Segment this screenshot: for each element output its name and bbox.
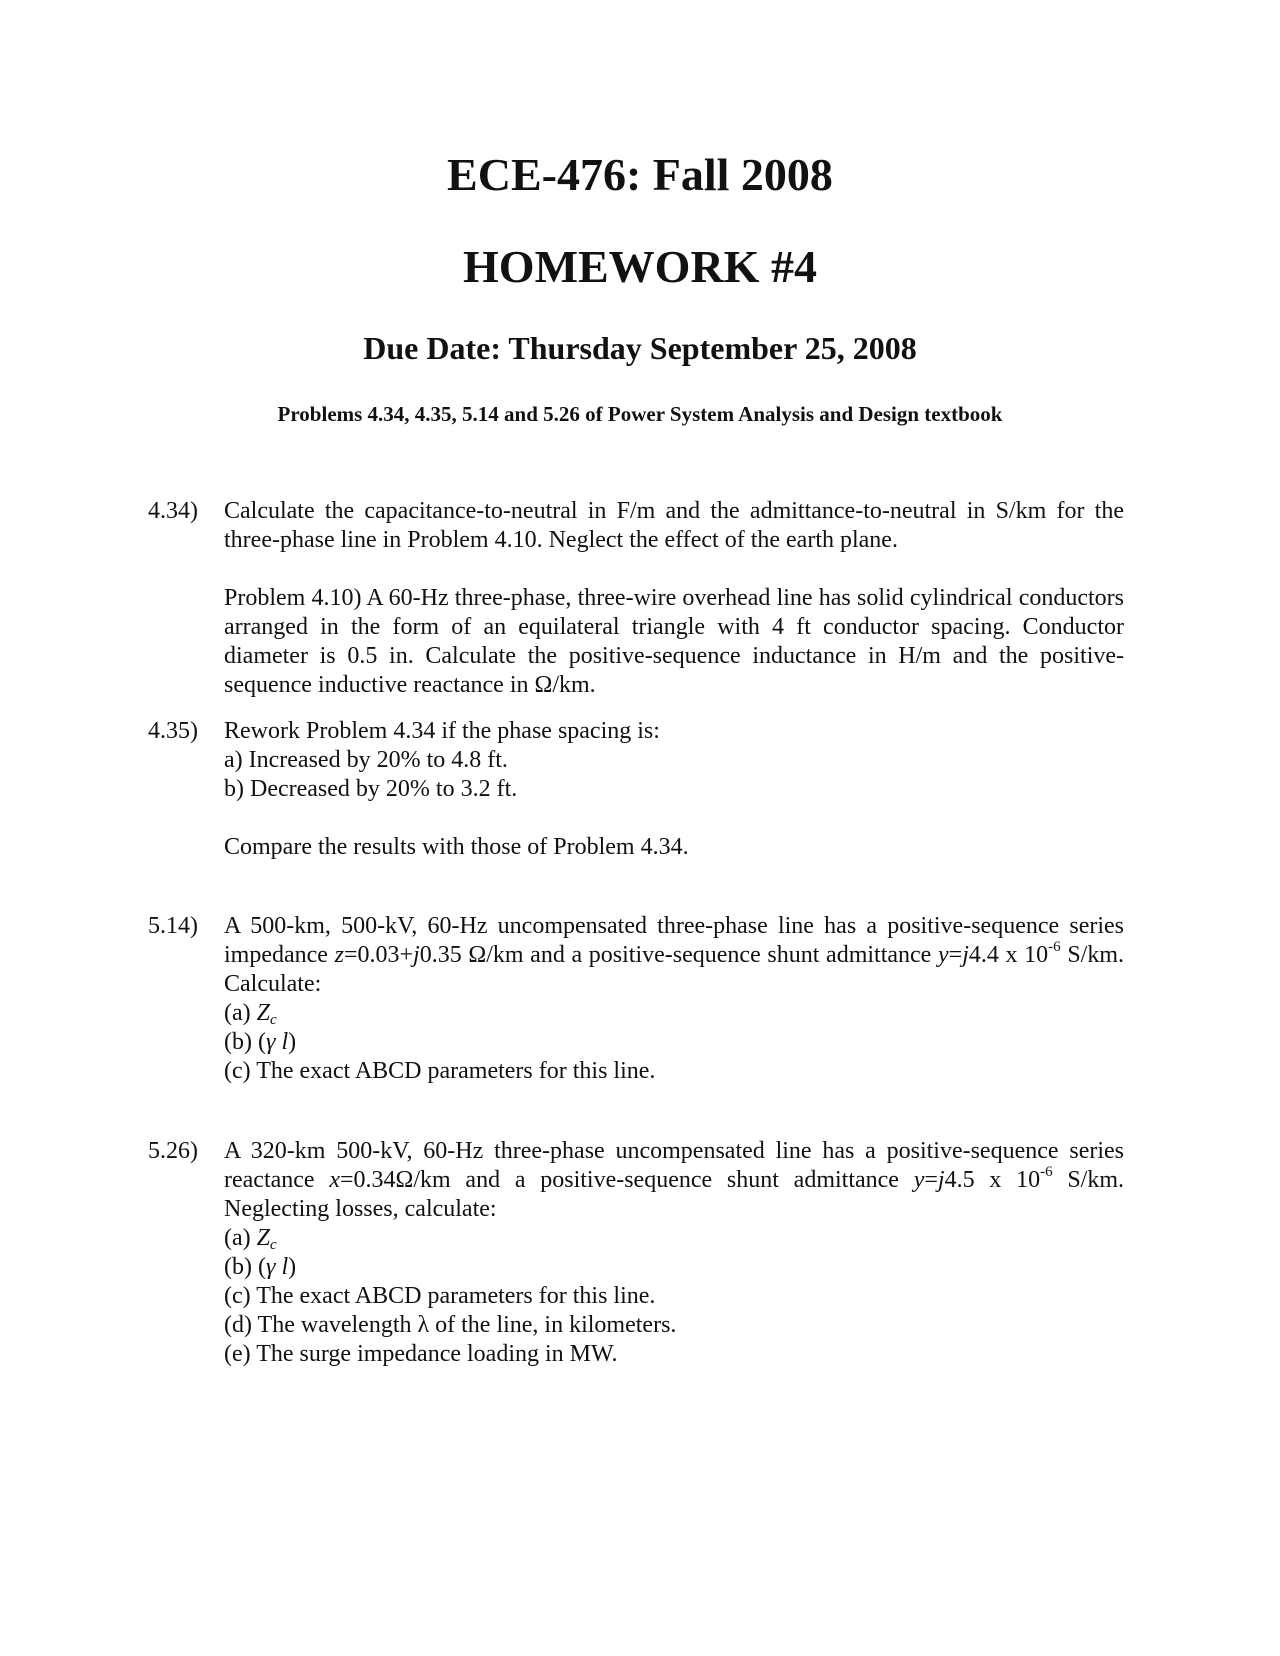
list-item: (e) The surge impedance loading in MW. (224, 1341, 618, 1367)
problem-number: 4.35) (148, 718, 198, 744)
list-item: (b) (γ l) (224, 1029, 297, 1055)
list-item: (d) The wavelength λ of the line, in kilometers. (224, 1312, 677, 1338)
referenced-problem: Problem 4.10) A 60-Hz three-phase, three-wire overhead line has solid cylindrical conductors arranged in the form of an equilateral triangle with 4 ft conductor spacing. Conductor diameter is 0.5 in. Calculate the positive-sequence inductance in H/m and the positive-sequence inductive reactance in Ω/km. (224, 585, 1124, 698)
problem-text: A 320-km 500-kV, 60-Hz three-phase uncompensated line has a positive-sequence series reactance x=0.34Ω/km and a positive-sequence shunt admittance y=j4.5 x $10^{-6}$ S/km. Neglecting losses, calculate: (224, 1138, 1125, 1222)
list-item: b) Decreased by 20% to 3.2 ft. (224, 776, 518, 802)
list-item: (b) (γ l) (224, 1254, 297, 1280)
problems-line: Problems 4.34, 4.35, 5.14 and 5.26 of Power System Analysis and Design textbook (277, 402, 1003, 426)
problem-5-26 (148, 1137, 1124, 1369)
list-item: (c) The exact ABCD parameters for this line. (224, 1058, 656, 1084)
problem-number: 4.34) (148, 498, 198, 524)
problem-text: Rework Problem 4.34 if the phase spacing is: (224, 718, 660, 744)
homework-title: HOMEWORK #4 (463, 241, 817, 292)
list-item: (c) The exact ABCD parameters for this line. (224, 1283, 656, 1309)
compare-text: Compare the results with those of Problem 4.34. (224, 834, 689, 860)
sub-items (224, 1224, 1124, 1369)
list-item: (a) $Z_c$ (224, 1000, 277, 1028)
sub-items (224, 746, 1124, 804)
list-item: (a) $Z_c$ (224, 1225, 277, 1253)
problem-text: Calculate the capacitance-to-neutral in F/m and the admittance-to-neutral in S/km for the three-phase line in Problem 4.10. Neglect the effect of the earth plane. (224, 498, 1124, 553)
problem-number: 5.26) (148, 1138, 198, 1164)
problem-4-34 (148, 497, 1124, 700)
list-item: a) Increased by 20% to 4.8 ft. (224, 747, 508, 773)
problem-number: 5.14) (148, 913, 198, 939)
sub-items (224, 999, 1124, 1086)
problem-4-35 (148, 717, 1124, 862)
due-date: Due Date: Thursday September 25, 2008 (363, 330, 917, 366)
course-title: ECE-476: Fall 2008 (447, 149, 833, 200)
problem-text: A 500-km, 500-kV, 60-Hz uncompensated three-phase line has a positive-sequence series impedance z=0.03+j0.35 Ω/km and a positive-sequence shunt admittance y=j4.4 x $10^{-6}$ S/km. Calculate: (224, 913, 1125, 997)
problem-5-14 (148, 912, 1124, 1086)
